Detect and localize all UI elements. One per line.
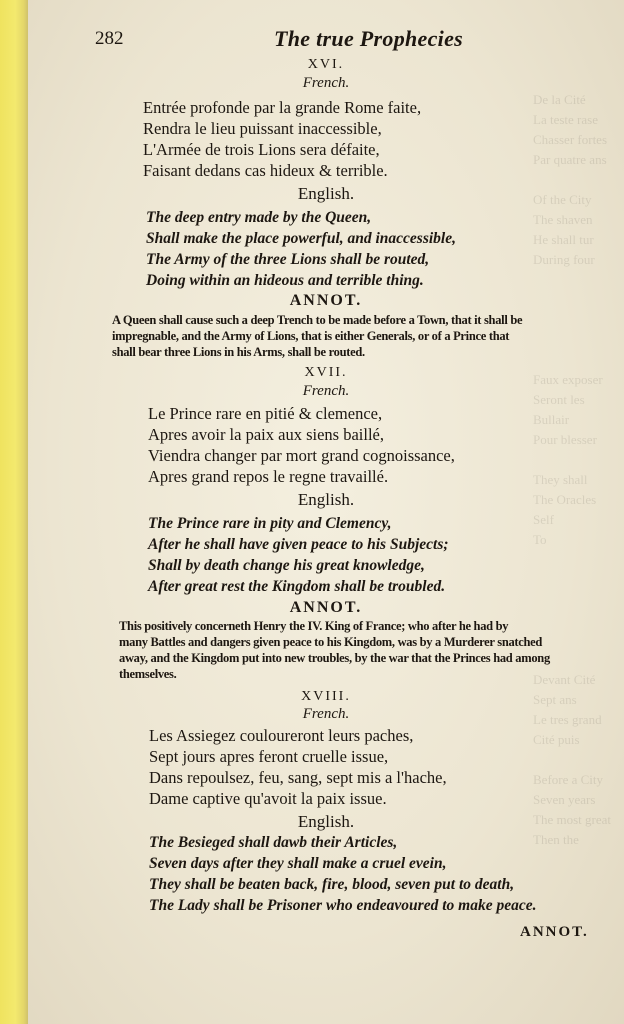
section-numeral: XVII. <box>304 365 348 380</box>
english-label: English. <box>297 490 355 509</box>
page-edge <box>0 0 28 1024</box>
verse-line: After he shall have given peace to his Subjects; <box>148 536 449 553</box>
french-verse <box>143 97 421 181</box>
annotation-line: This positively concerneth Henry the IV. King of France; who after he had by <box>119 619 509 633</box>
verse-line: Shall by death change his great knowledge, <box>148 557 425 574</box>
verse-line: L'Armée de trois Lions sera défaite, <box>143 140 380 159</box>
annotation-line: A Queen shall cause such a deep Trench to be made before a Town, that it shall be <box>112 313 523 327</box>
verse-line: Apres avoir la paix aux siens baillé, <box>148 425 384 444</box>
annotation-heading: ANNOT. <box>289 599 363 616</box>
english-verse <box>149 832 536 916</box>
verse-line: They shall be beaten back, fire, blood, seven put to death, <box>149 876 515 893</box>
verse-line: Faisant dedans cas hideux & terrible. <box>143 161 388 180</box>
verse-line: Apres grand repos le regne travaillé. <box>148 467 389 486</box>
running-head: The true Prophecies <box>274 26 464 51</box>
annotation-text <box>112 312 522 360</box>
catchword: ANNOT. <box>520 924 589 940</box>
verse-line: The Prince rare in pity and Clemency, <box>148 515 392 532</box>
french-verse <box>148 403 455 487</box>
annotation-line: shall bear three Lions in his Arms, shall be routed. <box>112 345 365 359</box>
verse-line: Viendra changer par mort grand cognoissance, <box>148 446 455 465</box>
verse-line: After great rest the Kingdom shall be troubled. <box>148 578 446 595</box>
annotation-heading: ANNOT. <box>289 292 363 309</box>
verse-line: Doing within an hideous and terrible thing. <box>146 272 424 289</box>
english-label: English. <box>297 184 355 203</box>
verse-line: Entrée profonde par la grande Rome faite, <box>143 98 422 117</box>
verse-line: Le Prince rare en pitié & clemence, <box>148 404 383 423</box>
verse-line: The Lady shall be Prisoner who endeavoured to make peace. <box>149 897 537 914</box>
verse-line: Seven days after they shall make a cruel evein, <box>149 855 447 872</box>
verse-line: Sept jours apres feront cruelle issue, <box>149 747 389 766</box>
annotation-line: away, and the Kingdom put into new troubles, by the war that the Princes had among <box>119 651 550 665</box>
verse-line: Shall make the place powerful, and inaccessible, <box>146 230 456 247</box>
annotation-line: many Battles and dangers given peace to his Kingdom, was by a Murderer snatched <box>119 635 543 649</box>
english-verse <box>146 207 456 291</box>
french-verse <box>149 725 447 809</box>
annotation-line: impregnable, and the Army of Lions, that is either Generals, or of a Prince that <box>112 329 510 343</box>
verse-line: The Besieged shall dawb their Articles, <box>149 834 398 851</box>
section-numeral: XVI. <box>307 57 345 72</box>
verse-line: Rendra le lieu puissant inaccessible, <box>143 119 382 138</box>
french-label: French. <box>302 383 350 399</box>
french-label: French. <box>302 706 350 722</box>
english-label: English. <box>297 812 355 831</box>
annotation-line: themselves. <box>119 667 177 681</box>
verse-line: Les Assiegez couloureront leurs paches, <box>149 726 414 745</box>
verse-line: The Army of the three Lions shall be routed, <box>146 251 430 268</box>
book-page <box>28 0 624 1024</box>
verse-line: Dans repoulsez, feu, sang, sept mis a l'hache, <box>149 768 447 787</box>
section-numeral: XVIII. <box>301 689 351 704</box>
french-label: French. <box>302 75 350 91</box>
verse-line: The deep entry made by the Queen, <box>146 209 372 226</box>
show-through-text: De la Cité La teste rase Chasser fortes Par quatre ans Of the City The shaven He shall tur During four Faux exposer Seront les Bullair Pour blesser They shall The Oracles Self To Devant Cité Sept ans Le tres grand Cité puis Before a City Seven years The most great Then the <box>533 92 611 847</box>
english-verse <box>148 513 449 597</box>
annotation-text <box>119 618 550 682</box>
verse-line: Dame captive qu'avoit la paix issue. <box>149 789 387 808</box>
page-number: 282 <box>95 28 124 49</box>
